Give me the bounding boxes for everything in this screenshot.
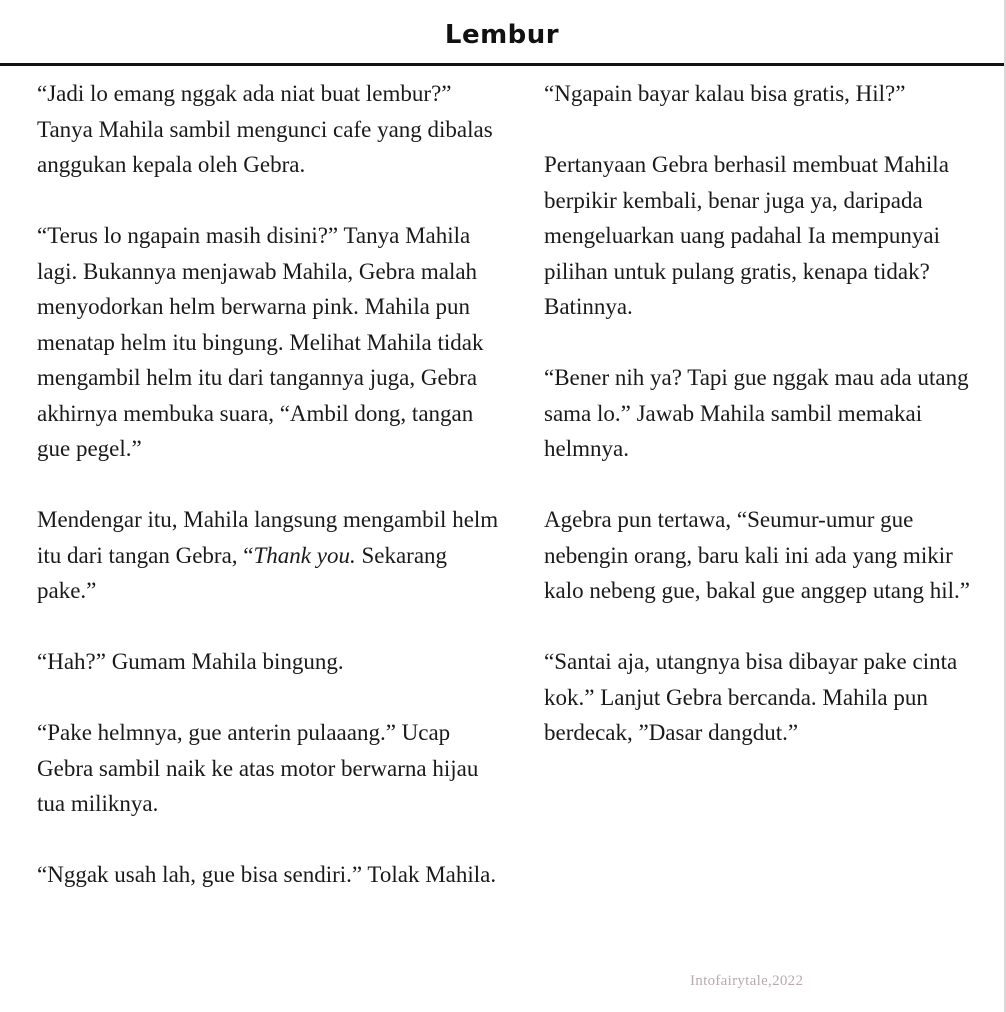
paragraph: “Santai aja, utangnya bisa dibayar pake cinta kok.” Lanjut Gebra bercanda. Mahila pun berdecak, ”Dasar dangdut.” xyxy=(544,649,958,745)
story-column-left xyxy=(37,76,507,928)
paragraph: “Nggak usah lah, gue bisa sendiri.” Tolak Mahila. xyxy=(37,862,497,887)
paragraph: “Terus lo ngapain masih disini?” Tanya Mahila lagi. Bukannya menjawab Mahila, Gebra malah menyodorkan helm berwarna pink. Mahila pun menatap helm itu bingung. Melihat Mahila tidak mengambil helm itu dari tangannya juga, Gebra akhirnya membuka suara, “Ambil dong, tangan gue pegel.” xyxy=(37,223,484,461)
italic-phrase: Thank you. xyxy=(253,542,356,568)
paragraph: “Hah?” Gumam Mahila bingung. xyxy=(37,649,344,674)
paragraph: “Jadi lo emang nggak ada niat buat lembur?” Tanya Mahila sambil mengunci cafe yang dibalas anggukan kepala oleh Gebra. xyxy=(37,81,493,177)
paragraph: “Ngapain bayar kalau bisa gratis, Hil?” xyxy=(544,81,906,106)
paragraph-text: Mendengar itu, Mahila langsung mengambil helm itu dari tangan Gebra, “ xyxy=(37,507,499,568)
story-column-right xyxy=(544,76,992,786)
page-header xyxy=(0,0,1004,64)
watermark: Intofairytale,2022 xyxy=(690,973,804,989)
paragraph: Agebra pun tertawa, “Seumur-umur gue nebengin orang, baru kali ini ada yang mikir kalo nebeng gue, bakal gue anggep utang hil.” xyxy=(544,507,970,603)
paragraph-text: Sekarang pake.” xyxy=(37,542,448,603)
paragraph xyxy=(37,502,507,609)
page-title: Lembur xyxy=(444,20,560,50)
paragraph: “Pake helmnya, gue anterin pulaaang.” Ucap Gebra sambil naik ke atas motor berwarna hijau tua miliknya. xyxy=(37,720,479,816)
header-divider xyxy=(0,63,1006,66)
paragraph: Pertanyaan Gebra berhasil membuat Mahila berpikir kembali, benar juga ya, daripada mengeluarkan uang padahal Ia mempunyai pilihan untuk pulang gratis, kenapa tidak? Batinnya. xyxy=(544,152,949,319)
paragraph: “Bener nih ya? Tapi gue nggak mau ada utang sama lo.” Jawab Mahila sambil memakai helmnya. xyxy=(544,365,969,461)
